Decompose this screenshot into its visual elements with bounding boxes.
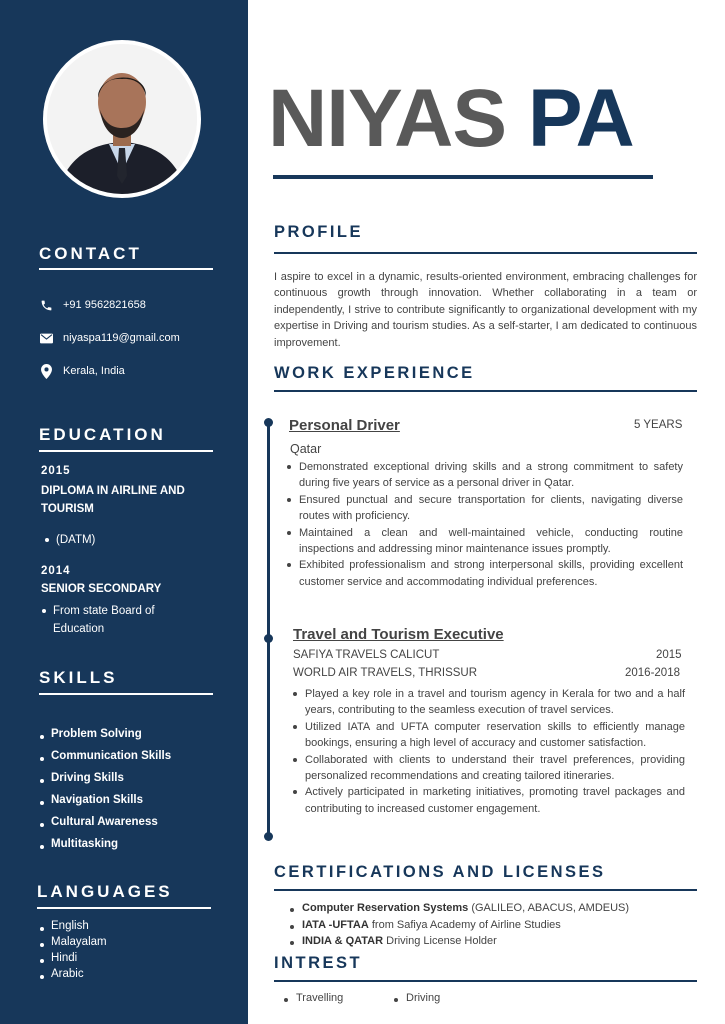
sidebar: [0, 0, 248, 1024]
skill-item: Problem Solving: [40, 728, 142, 740]
timeline-dot: [264, 832, 273, 841]
job-bullet: Played a key role in a travel and tourism agency in Kerala for two and a half years, contributing to the seamless execution of travel services.: [291, 686, 685, 719]
employer-name-2: WORLD AIR TRAVELS, THRISSUR: [293, 667, 478, 679]
profile-photo-frame: [43, 40, 201, 198]
work-experience-heading: WORK EXPERIENCE: [274, 364, 475, 382]
skill-item: Cultural Awareness: [40, 816, 158, 828]
contact-divider: [39, 268, 213, 270]
contact-heading: CONTACT: [39, 244, 142, 263]
skills-heading: SKILLS: [39, 668, 118, 687]
employer-years-1: 2015: [656, 649, 682, 661]
name-underline: [273, 175, 653, 179]
languages-divider: [37, 907, 211, 909]
employer-years-2: 2016-2018: [625, 667, 680, 679]
phone-icon: [39, 298, 53, 312]
contact-phone[interactable]: [39, 298, 146, 312]
job-duration-1: 5 YEARS: [634, 419, 683, 431]
interest-item: Driving: [392, 992, 440, 1004]
work-experience-divider: [274, 390, 697, 392]
skill-item: Communication Skills: [40, 750, 171, 762]
contact-location: [39, 364, 125, 378]
language-item: Arabic: [40, 968, 84, 980]
location-text: Kerala, India: [63, 365, 125, 377]
email-address: niyaspa119@gmail.com: [63, 332, 180, 344]
language-item: Hindi: [40, 952, 77, 964]
skill-item: Multitasking: [40, 838, 118, 850]
timeline-line: [267, 420, 270, 840]
language-item: English: [40, 920, 89, 932]
education-title-1: DIPLOMA IN AIRLINE AND TOURISM: [41, 485, 185, 515]
interest-heading: INTREST: [274, 954, 363, 972]
education-year-2: 2014: [41, 565, 71, 577]
profile-heading: PROFILE: [274, 223, 364, 241]
profile-photo: [47, 44, 197, 194]
job-bullet: Utilized IATA and UFTA computer reservation skills to efficiently manage bookings, ensuring a high level of accuracy and customer satisfaction.: [291, 719, 685, 752]
job-location-1: Qatar: [290, 442, 322, 456]
job-bullets-2: [291, 686, 685, 817]
interest-divider: [274, 980, 697, 982]
candidate-name: [268, 73, 634, 164]
profile-summary: I aspire to excel in a dynamic, results-oriented environment, embracing challenges for continuous growth through innovation. Whether collaborating in a team or independently, I strive to contribute significantly to organizational development with my expertise in Driving and tourism studies. As a self-starter, I am dedicated to continuous improvement.: [274, 271, 697, 349]
job-title-1: Personal Driver: [289, 417, 400, 434]
contact-email[interactable]: [39, 331, 180, 345]
languages-heading: LANGUAGES: [37, 882, 173, 901]
skill-item: Navigation Skills: [40, 794, 143, 806]
job-bullet: Actively participated in marketing initiatives, promoting travel packages and contributing to increased customer engagement.: [291, 784, 685, 817]
skills-divider: [39, 693, 213, 695]
job-bullet: Ensured punctual and secure transportation for clients, navigating diverse routes with proficiency.: [285, 492, 683, 525]
job-title-2: Travel and Tourism Executive: [293, 626, 504, 643]
education-heading: EDUCATION: [39, 425, 166, 444]
certification-item: IATA -UFTAA from Safiya Academy of Airline Studies: [288, 919, 561, 931]
job-bullet: Exhibited professionalism and strong interpersonal skills, providing excellent customer service and accommodating individual preferences.: [285, 557, 683, 590]
last-name: PA: [527, 73, 634, 164]
education-note-1: (DATM): [45, 531, 215, 549]
profile-divider: [274, 252, 697, 254]
education-divider: [39, 450, 213, 452]
phone-number: +91 9562821658: [63, 299, 146, 311]
job-bullets-1: [285, 459, 683, 590]
education-year-1: 2015: [41, 465, 71, 477]
employer-name-1: SAFIYA TRAVELS CALICUT: [293, 649, 440, 661]
language-item: Malayalam: [40, 936, 107, 948]
timeline-dot: [264, 418, 273, 427]
skill-item: Driving Skills: [40, 772, 124, 784]
certification-item: Computer Reservation Systems (GALILEO, ABACUS, AMDEUS): [288, 902, 629, 914]
job-bullet: Collaborated with clients to understand their travel preferences, providing personalized recommendations and creating tailored itineraries.: [291, 752, 685, 785]
location-pin-icon: [39, 364, 53, 378]
first-name: NIYAS: [268, 73, 507, 164]
education-note-2: From state Board of Education: [42, 602, 182, 638]
job-bullet: Demonstrated exceptional driving skills and a strong commitment to safety during five years of service as a personal driver in Qatar.: [285, 459, 683, 492]
timeline-dot: [264, 634, 273, 643]
interest-item: Travelling: [282, 992, 343, 1004]
mail-icon: [39, 331, 53, 345]
education-title-2: SENIOR SECONDARY: [41, 583, 162, 595]
job-bullet: Maintained a clean and well-maintained vehicle, conducting routine inspections and addressing minor maintenance issues promptly.: [285, 525, 683, 558]
certifications-heading: CERTIFICATIONS AND LICENSES: [274, 863, 606, 881]
certification-item: INDIA & QATAR Driving License Holder: [288, 935, 497, 947]
certifications-divider: [274, 889, 697, 891]
